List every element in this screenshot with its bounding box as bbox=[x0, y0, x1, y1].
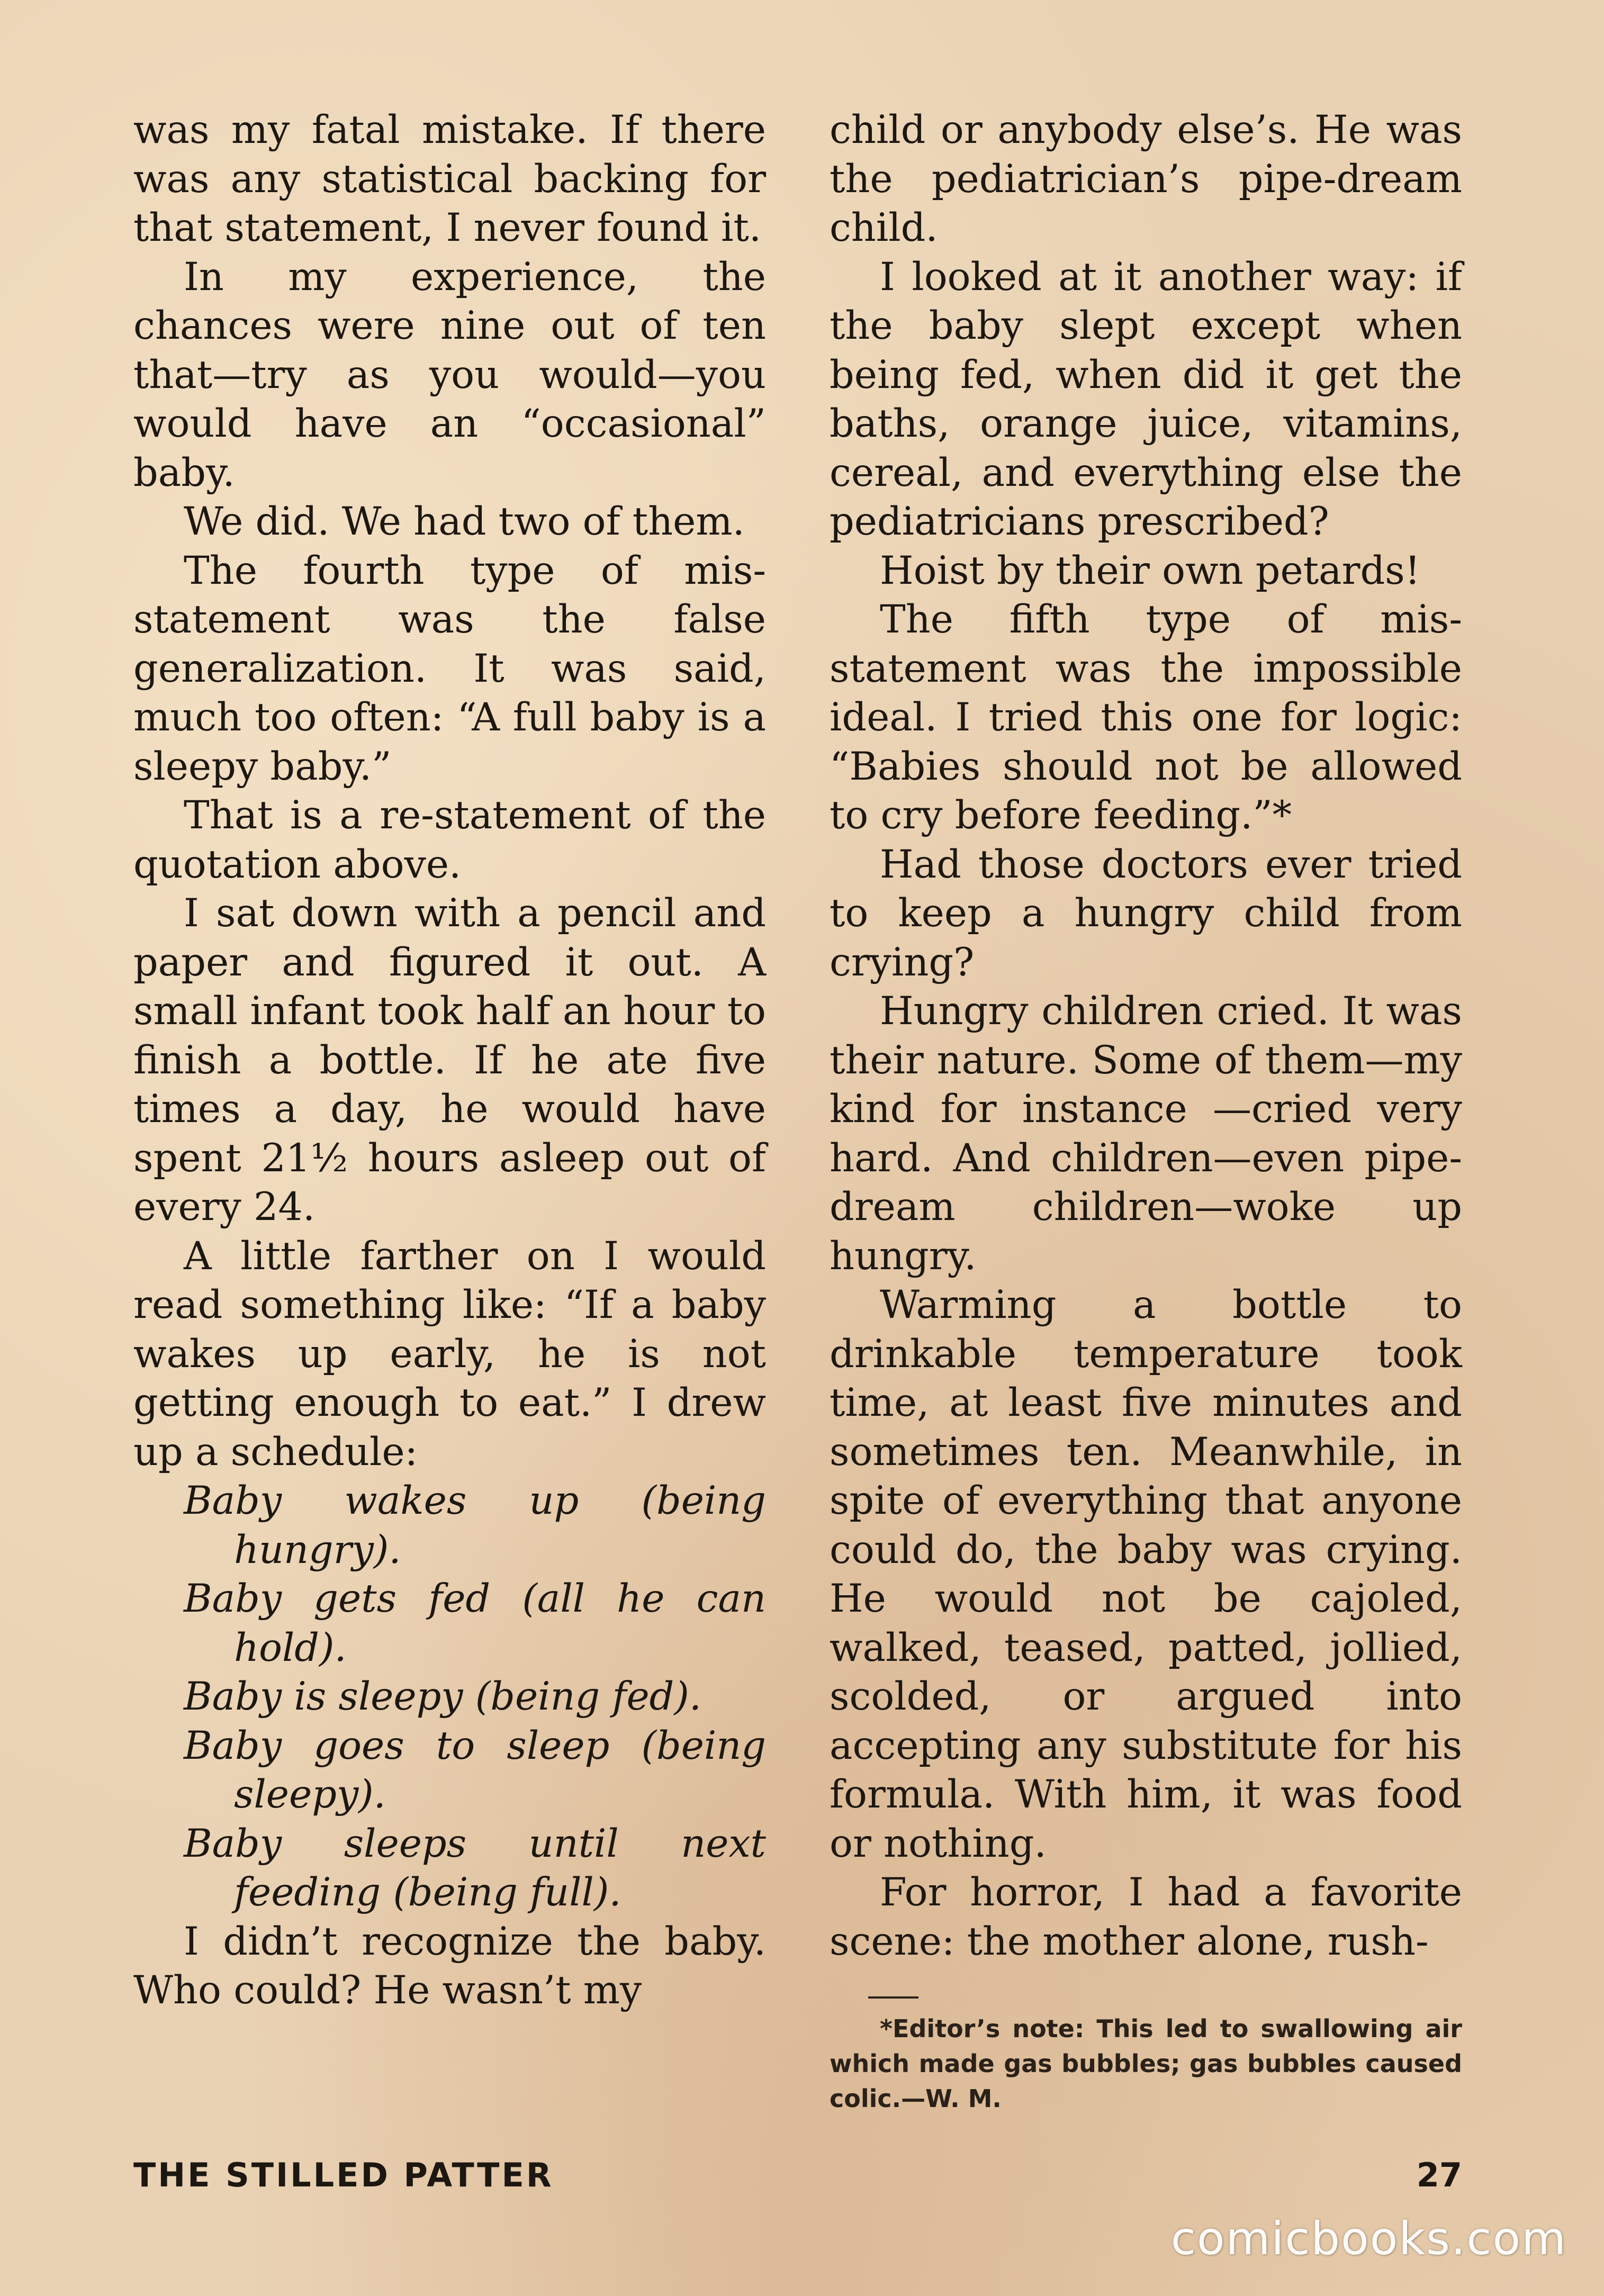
paragraph: I didn’t recognize the baby. Who could? He wasn’t my bbox=[133, 1919, 766, 2013]
paragraph: I sat down with a pencil and paper and figured it out. A small infant took half an hour to finish a bottle. If he ate five times a day, he would have spent 21½ hours asleep out of every 24. bbox=[133, 891, 766, 1230]
paragraph: That is a re-statement of the quotation above. bbox=[133, 793, 766, 887]
paragraph: In my experience, the chances were nine out of ten that—try as you would—you would have an “occasional” baby. bbox=[133, 254, 766, 495]
running-footer bbox=[133, 2154, 1462, 2196]
left-text-column bbox=[133, 106, 766, 2015]
paragraph: For horror, I had a favorite scene: the mother alone, rush- bbox=[830, 1870, 1462, 1964]
schedule-item: Baby sleeps until next feeding (being full). bbox=[184, 1821, 766, 1915]
paragraph: Hungry children cried. It was their nature. Some of them—my kind for instance —cried very hard. And children—even pipe-dream children—woke up hungry. bbox=[830, 989, 1462, 1279]
paragraph: Had those doctors ever tried to keep a hungry child from crying? bbox=[830, 842, 1462, 985]
paragraph: Warming a bottle to drinkable temperature took time, at least five minutes and sometimes ten. Meanwhile, in spite of everything that anyone could do, the baby was crying. He would not be cajoled, walked, teased, patted, jollied, scolded, or argued into accepting any substitute for his formula. With him, it was food or nothing. bbox=[830, 1282, 1462, 1866]
paragraph: The fourth type of mis-statement was the false generalization. It was said, much too often: “A full baby is a sleepy baby.” bbox=[133, 548, 766, 789]
paragraph: A little farther on I would read something like: “If a baby wakes up early, he is not getting enough to eat.” I drew up a schedule: bbox=[133, 1233, 766, 1475]
footnote-divider bbox=[868, 1996, 918, 1999]
editors-footnote bbox=[830, 2011, 1462, 2116]
page-number: 27 bbox=[1416, 2156, 1462, 2194]
paragraph: was my fatal mistake. If there was any statistical backing for that statement, I never found it. bbox=[133, 107, 766, 250]
baby-schedule-list bbox=[133, 1477, 766, 1918]
paragraph: child or anybody else’s. He was the pediatrician’s pipe-dream child. bbox=[830, 107, 1462, 250]
publication-title: THE STILLED PATTER bbox=[133, 2156, 554, 2194]
schedule-item: Baby goes to sleep (being sleepy). bbox=[184, 1723, 766, 1817]
paragraph: The fifth type of mis-statement was the impossible ideal. I tried this one for logic: “Babies should not be allowed to cry before feeding.”* bbox=[830, 597, 1462, 838]
footnote-text: *Editor’s note: This led to swallowing air which made gas bubbles; gas bubbles caused colic.—W. M. bbox=[830, 2014, 1462, 2113]
schedule-item: Baby gets fed (all he can hold). bbox=[184, 1576, 766, 1670]
site-watermark: comicbooks.com bbox=[1170, 2212, 1567, 2265]
paragraph: I looked at it another way: if the baby slept except when being fed, when did it get the baths, orange juice, vitamins, cereal, and everything else the pediatricians prescribed? bbox=[830, 254, 1462, 544]
schedule-item: Baby is sleepy (being fed). bbox=[184, 1674, 702, 1719]
right-text-column bbox=[830, 106, 1462, 1966]
paragraph: Hoist by their own petards! bbox=[880, 548, 1421, 593]
schedule-item: Baby wakes up (being hungry). bbox=[184, 1478, 766, 1572]
paragraph: We did. We had two of them. bbox=[184, 499, 745, 544]
